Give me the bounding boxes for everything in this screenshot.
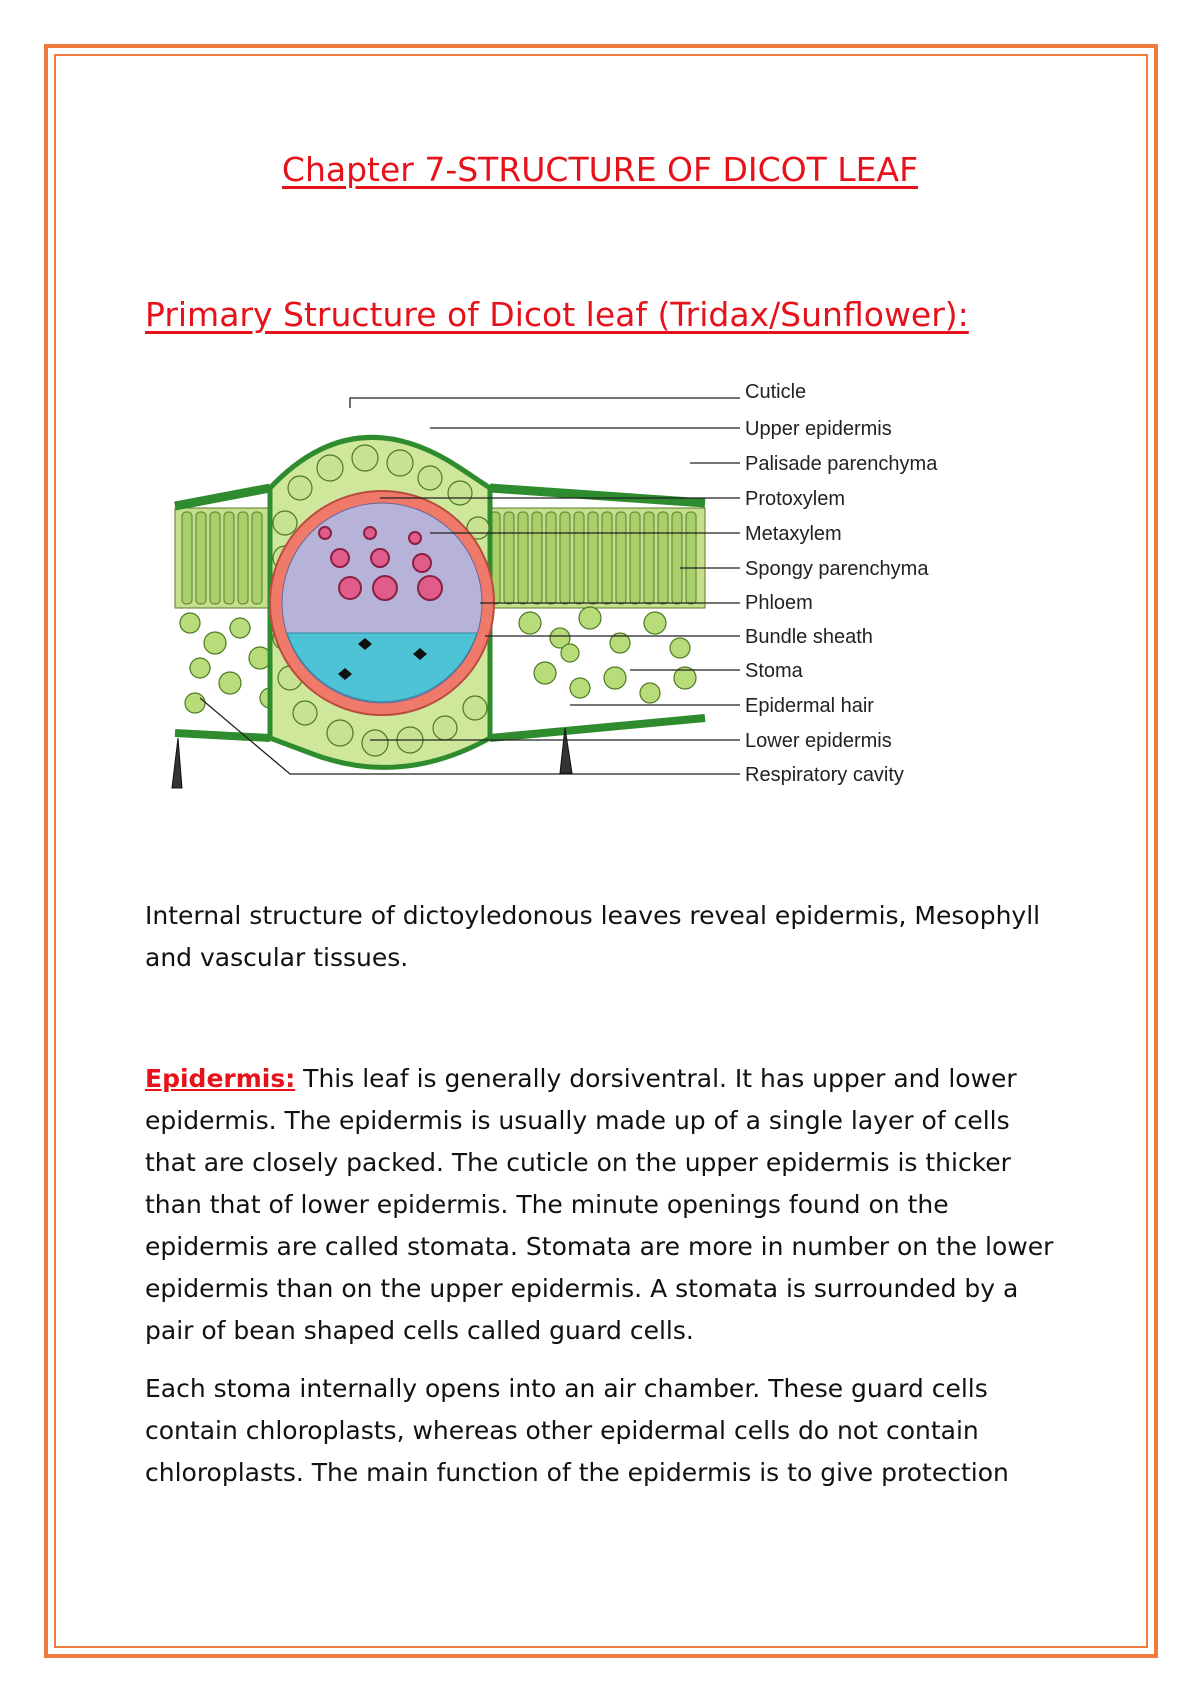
label-protoxylem: Protoxylem xyxy=(745,488,846,510)
label-epidermal-hair: Epidermal hair xyxy=(745,695,874,717)
epidermis-heading: Epidermis: xyxy=(145,1064,296,1093)
label-metaxylem: Metaxylem xyxy=(745,523,842,545)
label-stoma: Stoma xyxy=(745,660,803,682)
dicot-leaf-diagram xyxy=(160,381,1060,848)
label-bundle-sheath: Bundle sheath xyxy=(745,626,873,648)
epidermal-hair-left xyxy=(172,738,182,788)
label-respiratory-cavity: Respiratory cavity xyxy=(745,764,904,786)
epidermis-text: This leaf is generally dorsiventral. It has upper and lower epidermis. The epidermis is usually made up of a single layer of cells that are closely packed. The cuticle on the upper epidermis is thicker than that of lower epidermis. The minute openings found on the epidermis are called stomata. Stomata are more in number on the lower epidermis than on the upper epidermis. A stomata is surrounded by a pair of bean shaped cells called guard cells. xyxy=(145,1064,1054,1345)
label-spongy: Spongy parenchyma xyxy=(745,558,929,580)
label-upper-epidermis: Upper epidermis xyxy=(745,418,892,440)
intro-paragraph: Internal structure of dictoyledonous leaves reveal epidermis, Mesophyll and vascular tissues. xyxy=(145,901,1041,972)
label-lower-epidermis: Lower epidermis xyxy=(745,730,892,752)
label-cuticle: Cuticle xyxy=(745,381,807,403)
epidermis-paragraph xyxy=(145,1058,1065,1352)
label-phloem: Phloem xyxy=(745,592,813,614)
stoma-paragraph: Each stoma internally opens into an air chamber. These guard cells contain chloroplasts, whereas other epidermal cells do not contain chloroplasts. The main function of the epidermis is to give protection xyxy=(145,1374,1009,1487)
vascular-bundle xyxy=(270,491,494,715)
label-palisade: Palisade parenchyma xyxy=(745,453,938,475)
section-subtitle: Primary Structure of Dicot leaf (Tridax/Sunflower): xyxy=(145,295,969,334)
chapter-title: Chapter 7-STRUCTURE OF DICOT LEAF xyxy=(281,150,919,189)
